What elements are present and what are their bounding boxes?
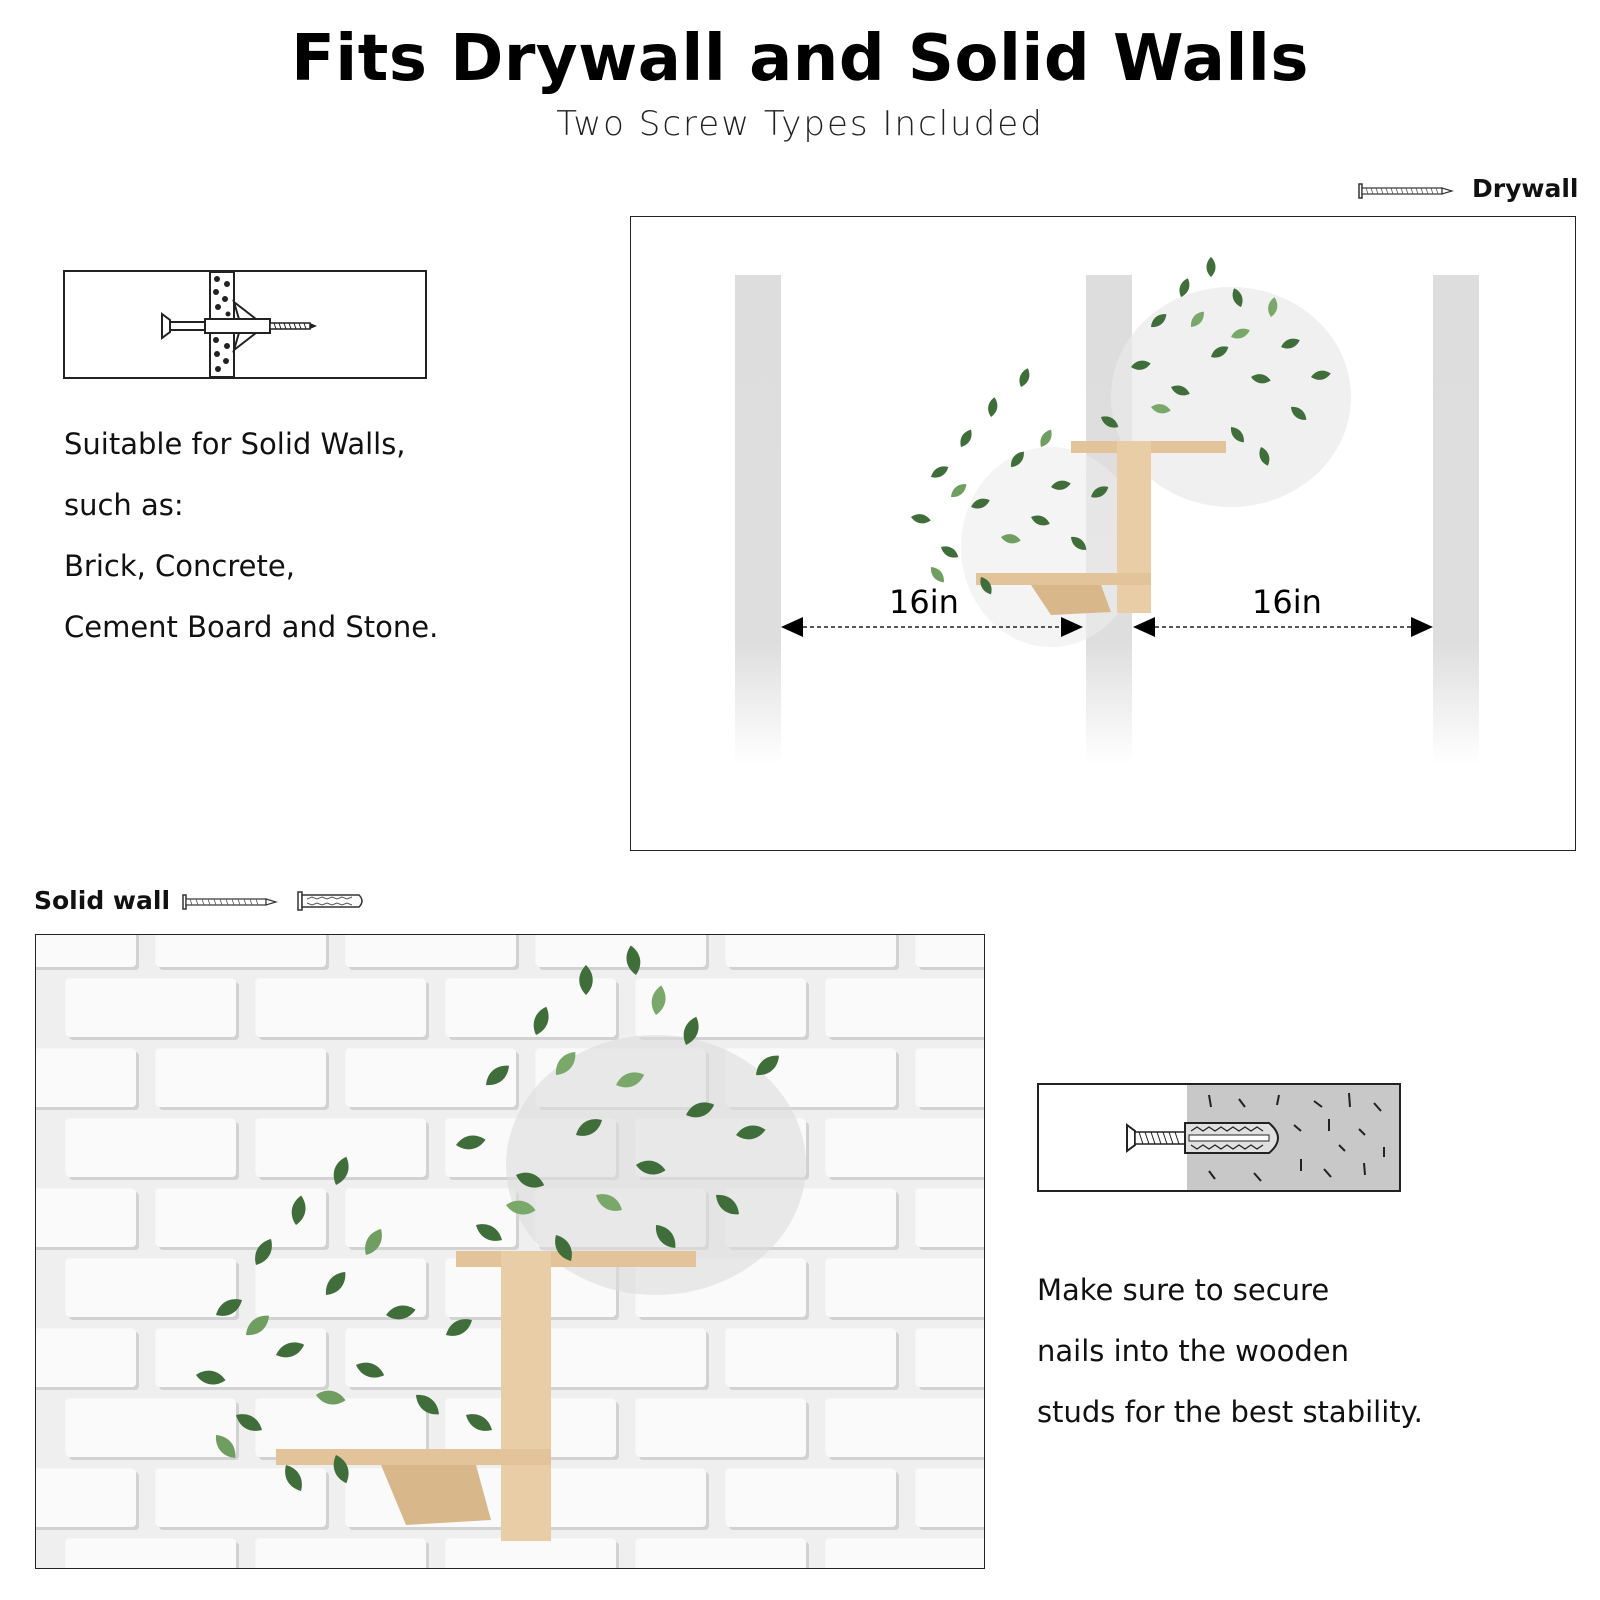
- description-line: such as:: [64, 488, 184, 522]
- plant-shelf-image: [631, 217, 1577, 852]
- stud-stability-description: [1037, 1260, 1557, 1443]
- solid-wall-legend: [34, 884, 414, 918]
- solid-wall-label: Solid wall: [34, 886, 171, 915]
- description-line: nails into the wooden: [1037, 1334, 1350, 1368]
- brick-wall-photo: [35, 934, 985, 1569]
- wall-plug-icon: [297, 890, 367, 912]
- drywall-legend: [1358, 172, 1578, 208]
- drywall-anchor-diagram: [63, 270, 427, 379]
- solid-walls-description: [64, 414, 584, 658]
- description-line: Brick, Concrete,: [64, 549, 295, 583]
- drywall-stud-panel: [630, 216, 1576, 851]
- concrete-anchor-diagram: [1037, 1083, 1401, 1192]
- drywall-screw-icon: [1358, 181, 1454, 201]
- description-line: Make sure to secure: [1037, 1273, 1330, 1307]
- drywall-anchor-icon: [65, 272, 425, 377]
- page-title: Fits Drywall and Solid Walls: [291, 22, 1309, 96]
- solid-wall-screw-icon: [182, 892, 278, 912]
- description-line: Cement Board and Stone.: [64, 610, 439, 644]
- stud-distance-right: 16in: [1252, 583, 1322, 621]
- drywall-label: Drywall: [1472, 174, 1579, 203]
- plant-shelf-image: [36, 935, 985, 1569]
- description-line: studs for the best stability.: [1037, 1395, 1423, 1429]
- page-subtitle: Two Screw Types Included: [556, 104, 1044, 144]
- stud-distance-left: 16in: [889, 583, 959, 621]
- concrete-anchor-icon: [1039, 1085, 1399, 1190]
- description-line: Suitable for Solid Walls,: [64, 427, 406, 461]
